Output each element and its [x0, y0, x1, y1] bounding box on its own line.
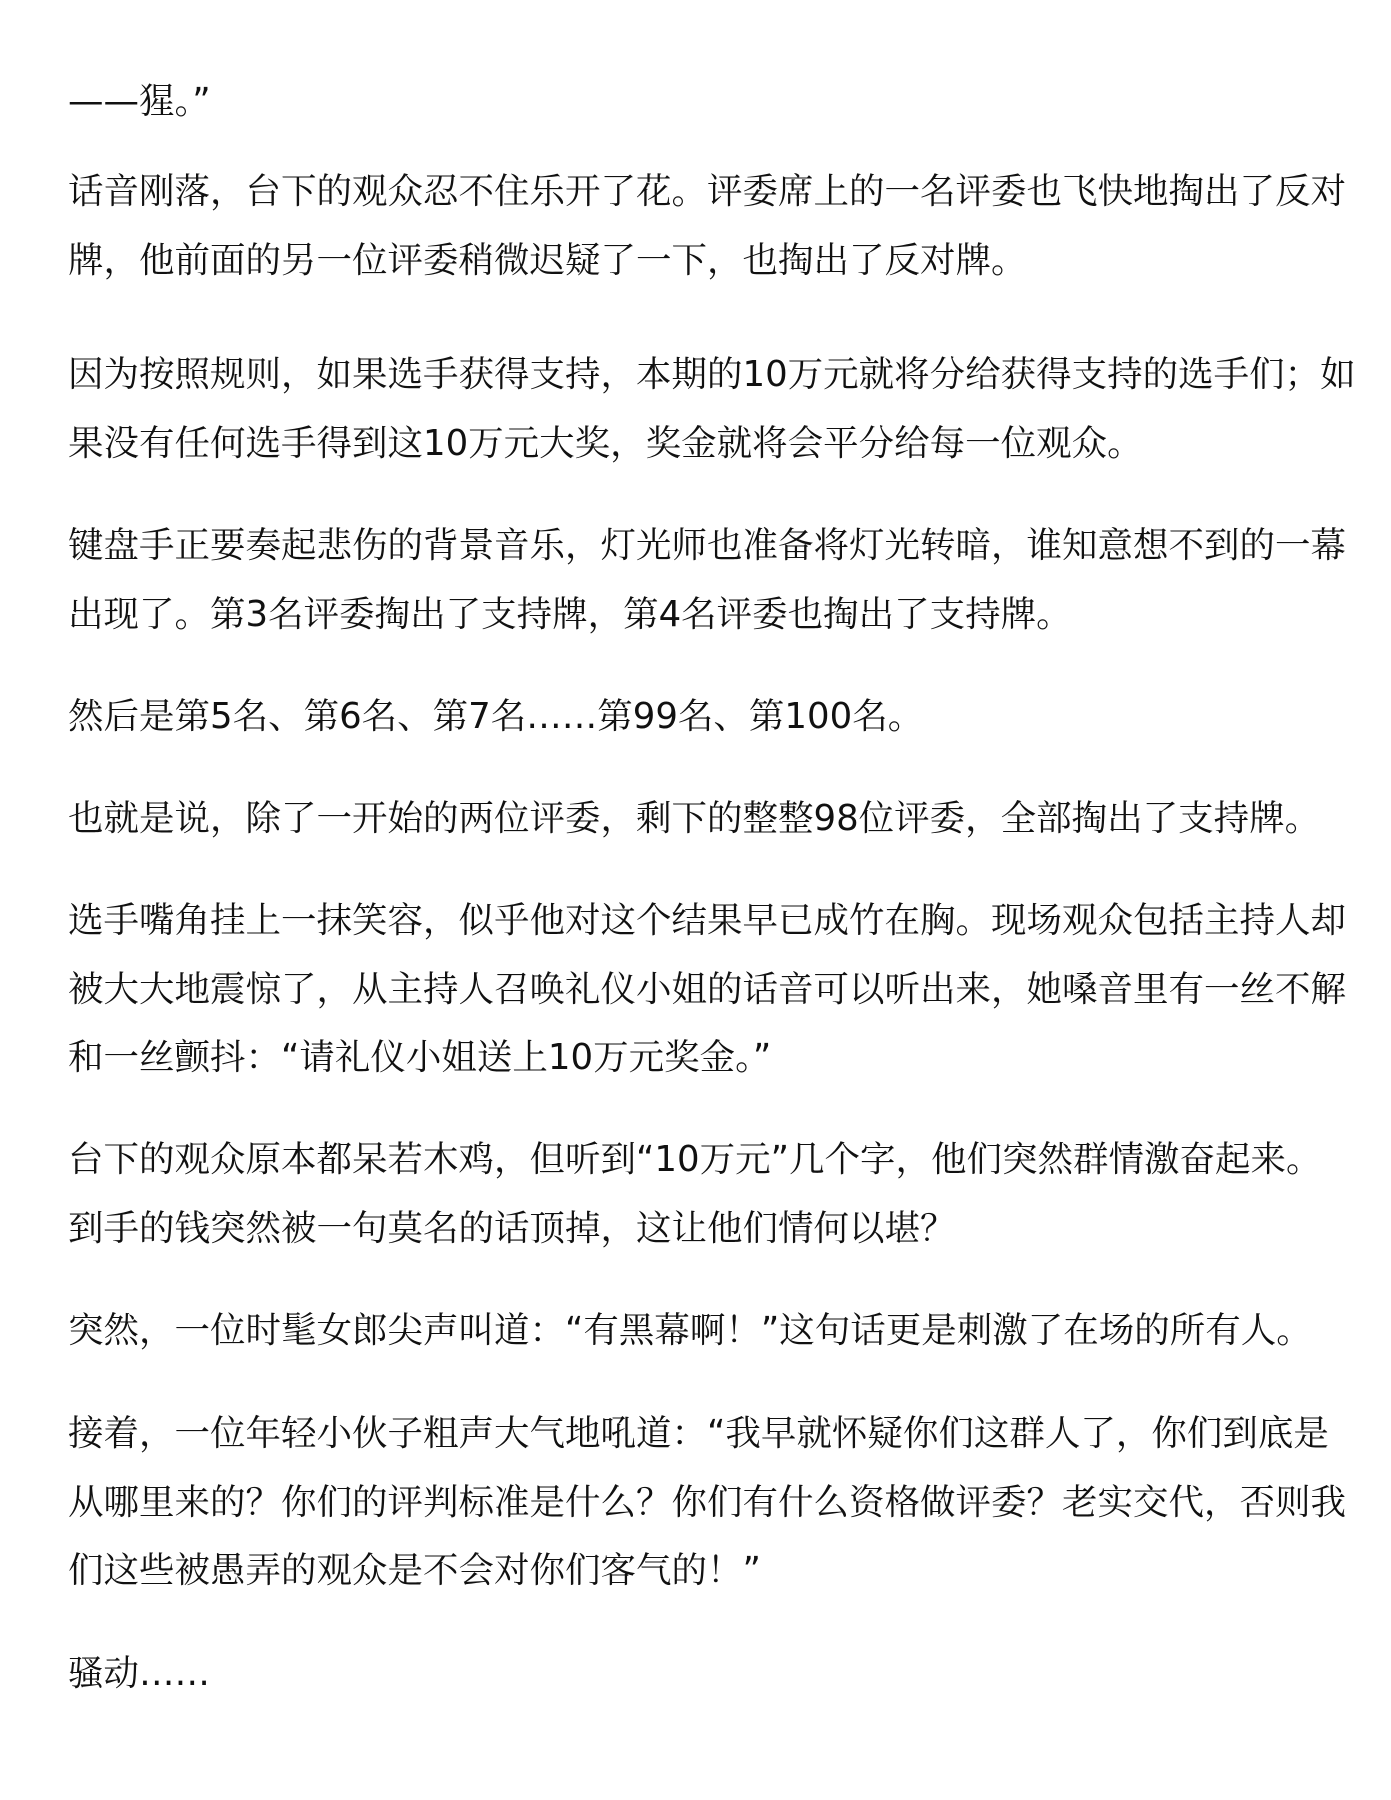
paragraph-3: [68, 341, 1356, 478]
text-line: 突然，一位时髦女郎尖声叫道：“有黑幕啊！”这句话更是刺激了在场的所有人。: [68, 1310, 1312, 1351]
paragraph-11: [68, 1640, 1330, 1709]
paragraph-1: [68, 68, 1330, 137]
text-line: 然后是第5名、第6名、第7名……第99名、第100名。: [68, 696, 924, 737]
text-line: 果没有任何选手得到这10万元大奖，奖金就将会平分给每一位观众。: [68, 422, 1143, 464]
text-line: 接着，一位年轻小伙子粗声大气地吼道：“我早就怀疑你们这群人了，你们到底是: [68, 1413, 1329, 1454]
paragraph-9: [68, 1297, 1330, 1366]
text-line: 选手嘴角挂上一抹笑容，似乎他对这个结果早已成竹在胸。现场观众包括主持人却: [68, 900, 1347, 941]
paragraph-7: [68, 887, 1347, 1093]
paragraph-8: [68, 1126, 1330, 1263]
text-line: 出现了。第3名评委掏出了支持牌，第4名评委也掏出了支持牌。: [68, 593, 1072, 635]
text-line: 键盘手正要奏起悲伤的背景音乐，灯光师也准备将灯光转暗，谁知意想不到的一幕: [68, 525, 1347, 566]
text-line: 们这些被愚弄的观众是不会对你们客气的！”: [68, 1550, 761, 1591]
text-line: 到手的钱突然被一句莫名的话顶掉，这让他们情何以堪？: [68, 1207, 956, 1249]
text-line: 话音刚落，台下的观众忍不住乐开了花。评委席上的一名评委也飞快地掏出了反对: [68, 171, 1347, 212]
text-line: 和一丝颤抖：“请礼仪小姐送上10万元奖金。”: [68, 1037, 772, 1078]
text-line: 也就是说，除了一开始的两位评委，剩下的整整98位评委，全部掏出了支持牌。: [68, 798, 1321, 839]
paragraph-6: [68, 785, 1330, 854]
paragraph-5: [68, 683, 1330, 752]
text-line: 从哪里来的？你们的评判标准是什么？你们有什么资格做评委？老实交代，否则我: [68, 1481, 1347, 1523]
paragraph-10: [68, 1400, 1347, 1606]
text-line: ——猩。”: [68, 81, 211, 122]
text-line: 被大大地震惊了，从主持人召唤礼仪小姐的话音可以听出来，她嗓音里有一丝不解: [68, 968, 1347, 1010]
paragraph-2: [68, 158, 1347, 295]
paragraph-4: [68, 512, 1347, 649]
text-line: 因为按照规则，如果选手获得支持，本期的10万元就将分给获得支持的选手们；如: [68, 354, 1356, 395]
text-line: 骚动……: [68, 1653, 211, 1694]
text-line: 台下的观众原本都呆若木鸡，但听到“10万元”几个字，他们突然群情激奋起来。: [68, 1139, 1322, 1180]
text-line: 牌，他前面的另一位评委稍微迟疑了一下，也掏出了反对牌。: [68, 239, 1027, 281]
